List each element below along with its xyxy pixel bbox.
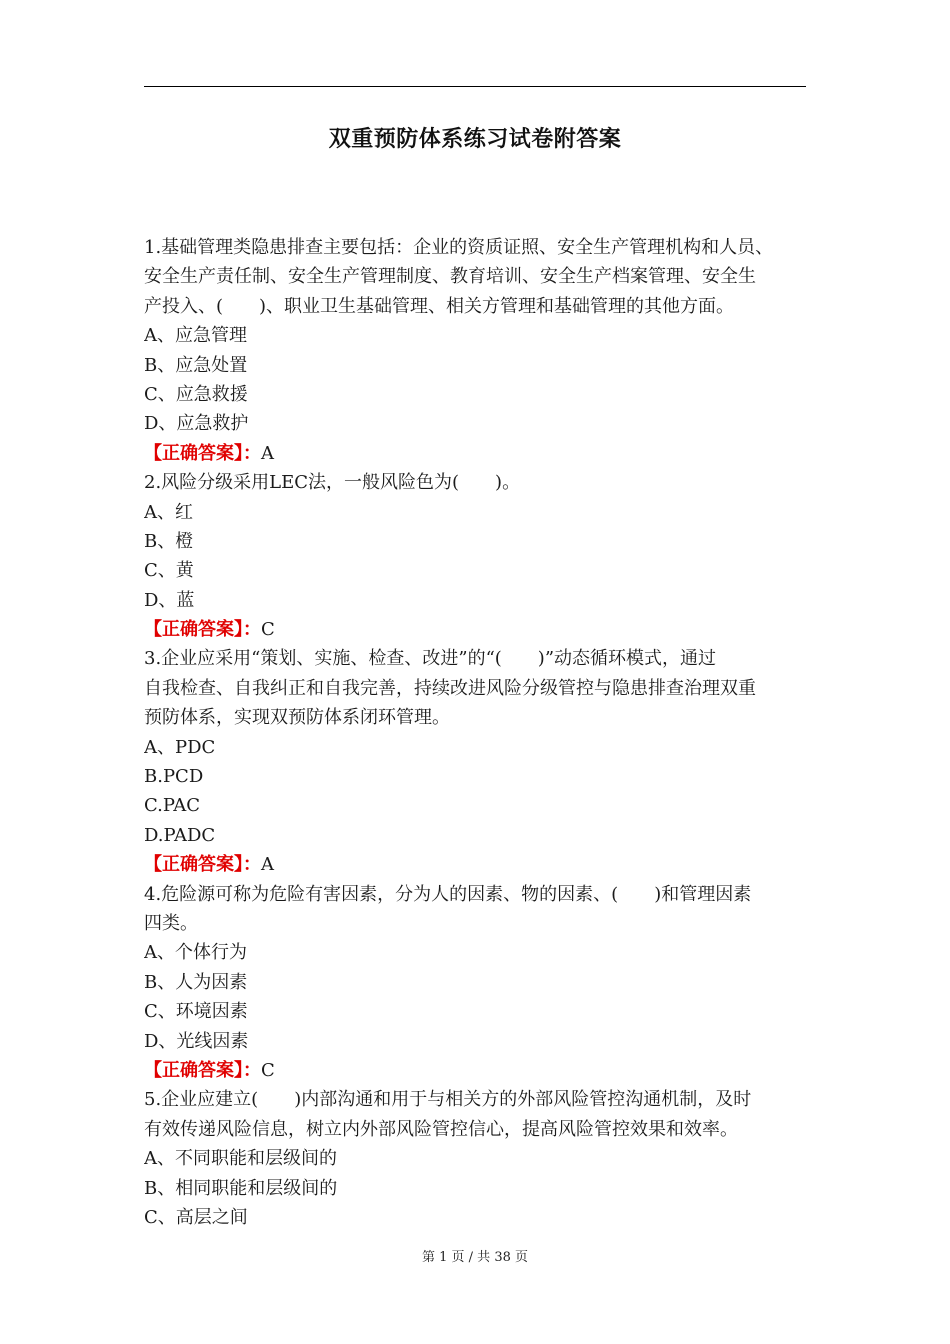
header-rule (144, 86, 806, 87)
answer-label: 【正确答案】： (144, 854, 261, 876)
question-stem-line: 有效传递风险信息，树立内外部风险管控信心，提高风险管控效果和效率。 (144, 1118, 738, 1140)
question-block (144, 1085, 808, 1232)
option-a: A、PDC (144, 736, 216, 758)
question-stem-line: 自我检查、自我纠正和自我完善，持续改进风险分级管控与隐患排查治理双重 (144, 677, 756, 699)
answer-value: A (261, 442, 274, 464)
option-c: C、黄 (144, 560, 194, 582)
answer-value: A (261, 854, 274, 876)
option-a: A、应急管理 (144, 325, 247, 347)
answer-line (144, 850, 808, 879)
question-stem-line: 四类。 (144, 912, 198, 934)
question-stem-line: 4.危险源可称为危险有害因素，分为人的因素、物的因素、( )和管理因素 (144, 883, 752, 905)
answer-label: 【正确答案】： (144, 442, 261, 464)
answer-line (144, 615, 808, 644)
question-block (144, 644, 808, 879)
question-block (144, 468, 808, 644)
option-c: C.PAC (144, 795, 201, 817)
option-a: A、不同职能和层级间的 (144, 1148, 337, 1170)
question-block (144, 880, 808, 1086)
option-b: B.PCD (144, 766, 204, 788)
question-stem-line: 3.企业应采用“策划、实施、检查、改进”的“( )”动态循环模式，通过 (144, 648, 717, 670)
option-c: C、应急救援 (144, 383, 248, 405)
answer-label: 【正确答案】： (144, 1059, 261, 1081)
option-b: B、橙 (144, 530, 194, 552)
option-d: D.PADC (144, 824, 216, 846)
option-d: D、蓝 (144, 589, 195, 611)
answer-line (144, 439, 808, 468)
question-stem-line: 安全生产责任制、安全生产管理制度、教育培训、安全生产档案管理、安全生 (144, 266, 756, 288)
option-d: D、光线因素 (144, 1030, 249, 1052)
document-title: 双重预防体系练习试卷附答案 (328, 127, 622, 152)
question-stem-line: 预防体系，实现双预防体系闭环管理。 (144, 707, 450, 729)
question-stem-line: 1.基础管理类隐患排查主要包括：企业的资质证照、安全生产管理机构和人员、 (144, 237, 774, 258)
option-c: C、高层之间 (144, 1206, 248, 1228)
answer-label: 【正确答案】： (144, 619, 261, 641)
answer-value: C (261, 1059, 275, 1081)
option-d: D、应急救护 (144, 413, 249, 435)
option-b: B、人为因素 (144, 971, 248, 993)
answer-value: C (261, 619, 275, 641)
answer-line (144, 1056, 808, 1085)
option-b: B、应急处置 (144, 354, 248, 376)
page-footer: 第 1 页 / 共 38 页 (422, 1250, 528, 1265)
question-block (144, 233, 808, 468)
option-a: A、红 (144, 501, 193, 523)
question-list (144, 233, 808, 1232)
option-b: B、相同职能和层级间的 (144, 1177, 338, 1199)
option-a: A、个体行为 (144, 942, 247, 964)
question-stem-line: 5.企业应建立( )内部沟通和用于与相关方的外部风险管控沟通机制，及时 (144, 1089, 752, 1111)
option-c: C、环境因素 (144, 1001, 248, 1023)
question-stem-line: 产投入、( )、职业卫生基础管理、相关方管理和基础管理的其他方面。 (144, 295, 735, 317)
question-stem-line: 2.风险分级采用LEC法，一般风险色为( )。 (144, 472, 521, 494)
